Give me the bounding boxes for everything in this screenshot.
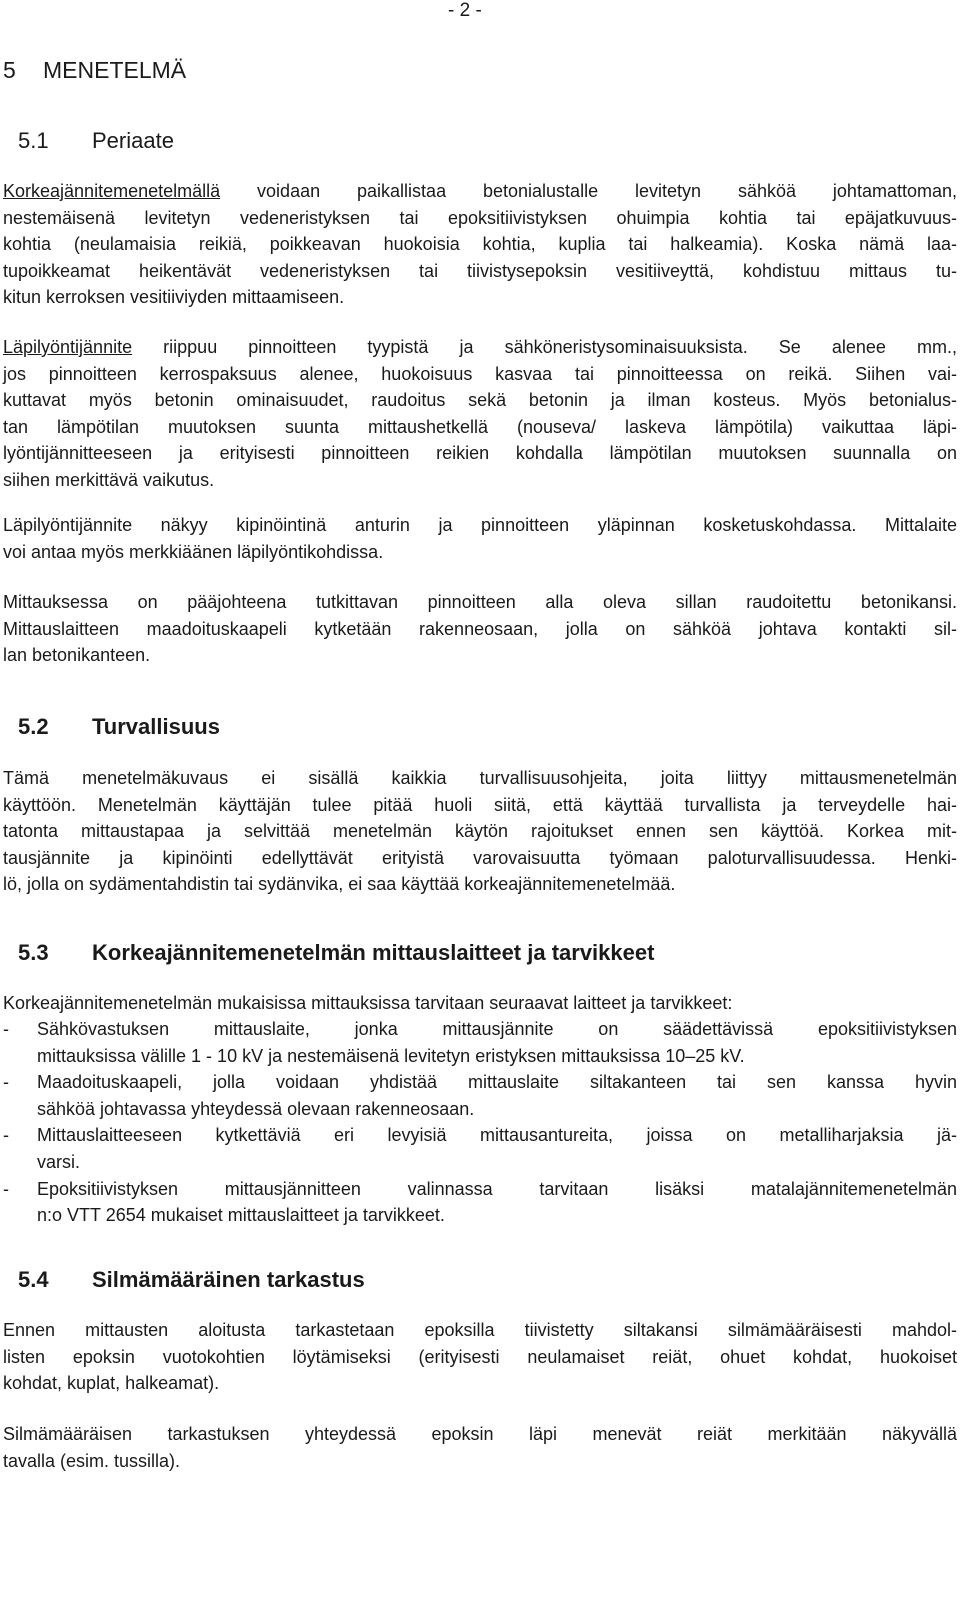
text-line: siihen merkittävä vaikutus.	[3, 469, 215, 490]
text-line: riippuu pinnoitteen tyypistä ja sähköneristysominaisuuksista. Se alenee mm.,	[132, 337, 957, 357]
text-line: varsi.	[37, 1151, 81, 1172]
text-line: Mittauksessa on pääjohteena tutkittavan pinnoitteen alla oleva sillan raudoitettu betonikansi.	[3, 592, 957, 612]
list-item	[3, 1122, 957, 1175]
text-line: tan lämpötilan muutoksen suunta mittaushetkellä (nouseva/ laskeva lämpötila) vaikuttaa läpi-	[3, 416, 957, 437]
text-line: Mittauslaitteeseen kytkettäviä eri levyisiä mittausantureita, joissa on metalliharjaksia jä-	[37, 1125, 957, 1146]
subsection-number: 5.4	[18, 1267, 49, 1292]
text-line: Tämä menetelmäkuvaus ei sisällä kaikkia turvallisuusohjeita, joita liittyy mittausmenetelmän	[3, 768, 957, 788]
list-dash: -	[3, 1072, 9, 1093]
text-line: Silmämääräisen tarkastuksen yhteydessä epoksin läpi menevät reiät merkitään näkyvällä	[3, 1424, 957, 1444]
list-item	[3, 1176, 957, 1229]
subsection-heading-5-2	[18, 714, 220, 740]
subsection-title: Korkeajännitemenetelmän mittauslaitteet ja tarvikkeet	[92, 940, 655, 965]
list-dash: -	[3, 1125, 9, 1146]
text-line: nestemäisenä levitetyn vedeneristyksen tai epoksitiivistyksen ohuimpia kohtia tai epäjatkuvuus-	[3, 207, 957, 228]
page-number: - 2 -	[448, 0, 482, 21]
paragraph-principle-3	[3, 512, 957, 565]
section-title: MENETELMÄ	[43, 57, 187, 83]
text-line: kitun kerroksen vesitiiviyden mittaamiseen.	[3, 287, 345, 308]
text-line: lyöntijännitteeseen ja erityisesti pinnoitteen reikien kohdalla lämpötilan muutoksen suunnalla on	[3, 443, 957, 464]
subsection-heading-5-4	[18, 1267, 365, 1293]
text-line: n:o VTT 2654 mukaiset mittauslaitteet ja tarvikkeet.	[37, 1205, 445, 1226]
paragraph-safety	[3, 765, 957, 898]
text-line: voi antaa myös merkkiäänen läpilyöntikohdissa.	[3, 541, 384, 562]
section-number: 5	[3, 57, 16, 83]
text-line: kuttavat myös betonin ominaisuudet, raudoitus sekä betonin ja ilman kosteus. Myös betonialus-	[3, 390, 957, 411]
list-item	[3, 1016, 957, 1069]
text-line: Mittauslaitteen maadoituskaapeli kytketään rakenneosaan, jolla on sähköä johtava kontakti sil-	[3, 618, 957, 639]
text-line: listen epoksin vuotokohtien löytämiseksi (erityisesti neulamaiset reiät, ohuet kohdat, huokoiset	[3, 1346, 957, 1367]
subsection-heading-5-3	[18, 940, 654, 966]
section-heading	[3, 57, 186, 84]
text-line: Ennen mittausten aloitusta tarkastetaan epoksilla tiivistetty siltakansi silmämääräisesti mahdol-	[3, 1320, 957, 1340]
term-lapilyontijannite: Läpilyöntijännite	[3, 337, 133, 357]
subsection-title: Silmämääräinen tarkastus	[92, 1267, 365, 1292]
text-line: Maadoituskaapeli, jolla voidaan yhdistää mittauslaite siltakanteen tai sen kanssa hyvin	[37, 1072, 957, 1093]
text-line: tausjännite ja kipinöinti edellyttävät erityistä varovaisuutta työmaan paloturvallisuudessa. Henki-	[3, 847, 957, 868]
text-line: voidaan paikallistaa betonialustalle levitetyn sähköä johtamattoman,	[220, 181, 957, 201]
text-line: jos pinnoitteen kerrospaksuus alenee, huokoisuus kasvaa tai pinnoitteessa on reikä. Siihen vai-	[3, 363, 957, 384]
paragraph-inspection-2	[3, 1421, 957, 1474]
equipment-list	[3, 1016, 957, 1229]
text-line: Korkeajännitemenetelmän mukaisissa mittauksissa tarvitaan seuraavat laitteet ja tarvikkeet:	[3, 993, 733, 1013]
paragraph-principle-4	[3, 589, 957, 669]
subsection-title: Turvallisuus	[92, 714, 220, 739]
text-line: tatonta mittaustapaa ja selvittää menetelmän käytön rajoitukset ennen sen käyttöä. Korkea mit-	[3, 821, 957, 842]
text-line: Sähkövastuksen mittauslaite, jonka mittausjännite on säädettävissä epoksitiivistyksen	[37, 1019, 957, 1039]
subsection-number: 5.3	[18, 940, 49, 965]
subsection-title: Periaate	[92, 128, 174, 153]
list-item	[3, 1069, 957, 1122]
paragraph-equipment-intro	[3, 990, 957, 1017]
text-line: käyttöön. Menetelmän käyttäjän tulee pitää huoli siitä, että käyttää turvallista ja terveydelle hai-	[3, 794, 957, 815]
text-line: kohdat, kuplat, halkeamat).	[3, 1373, 220, 1394]
text-line: sähköä johtavassa yhteydessä olevaan rakenneosaan.	[37, 1098, 475, 1119]
text-line: tavalla (esim. tussilla).	[3, 1450, 181, 1471]
text-line: kohtia (neulamaisia reikiä, poikkeavan huokoisia kohtia, kuplia tai halkeamia). Koska nämä laa-	[3, 234, 957, 255]
subsection-number: 5.2	[18, 714, 49, 739]
text-line: lö, jolla on sydämentahdistin tai sydänvika, ei saa käyttää korkeajännitemenetelmää.	[3, 874, 676, 895]
text-line: mittauksissa välille 1 - 10 kV ja nestemäisenä levitetyn eristyksen mittauksissa 10–25 kV.	[37, 1045, 745, 1066]
list-dash: -	[3, 1019, 9, 1039]
term-korkeajannitemenetelma: Korkeajännitemenetelmällä	[3, 181, 221, 201]
text-line: Läpilyöntijännite näkyy kipinöintinä anturin ja pinnoitteen yläpinnan kosketuskohdassa. Mittalaite	[3, 515, 957, 535]
text-line: lan betonikanteen.	[3, 645, 151, 666]
text-line: tupoikkeamat heikentävät vedeneristyksen tai tiivistysepoksin vesitiiveyttä, kohdistuu mittaus tu-	[3, 260, 957, 281]
text-line: Epoksitiivistyksen mittausjännitteen valinnassa tarvitaan lisäksi matalajännitemenetelmän	[37, 1178, 957, 1199]
paragraph-principle-1	[3, 178, 957, 311]
subsection-heading-5-1	[18, 128, 174, 154]
paragraph-inspection-1	[3, 1317, 957, 1397]
paragraph-principle-2	[3, 334, 957, 494]
list-dash: -	[3, 1178, 9, 1199]
subsection-number: 5.1	[18, 128, 49, 153]
